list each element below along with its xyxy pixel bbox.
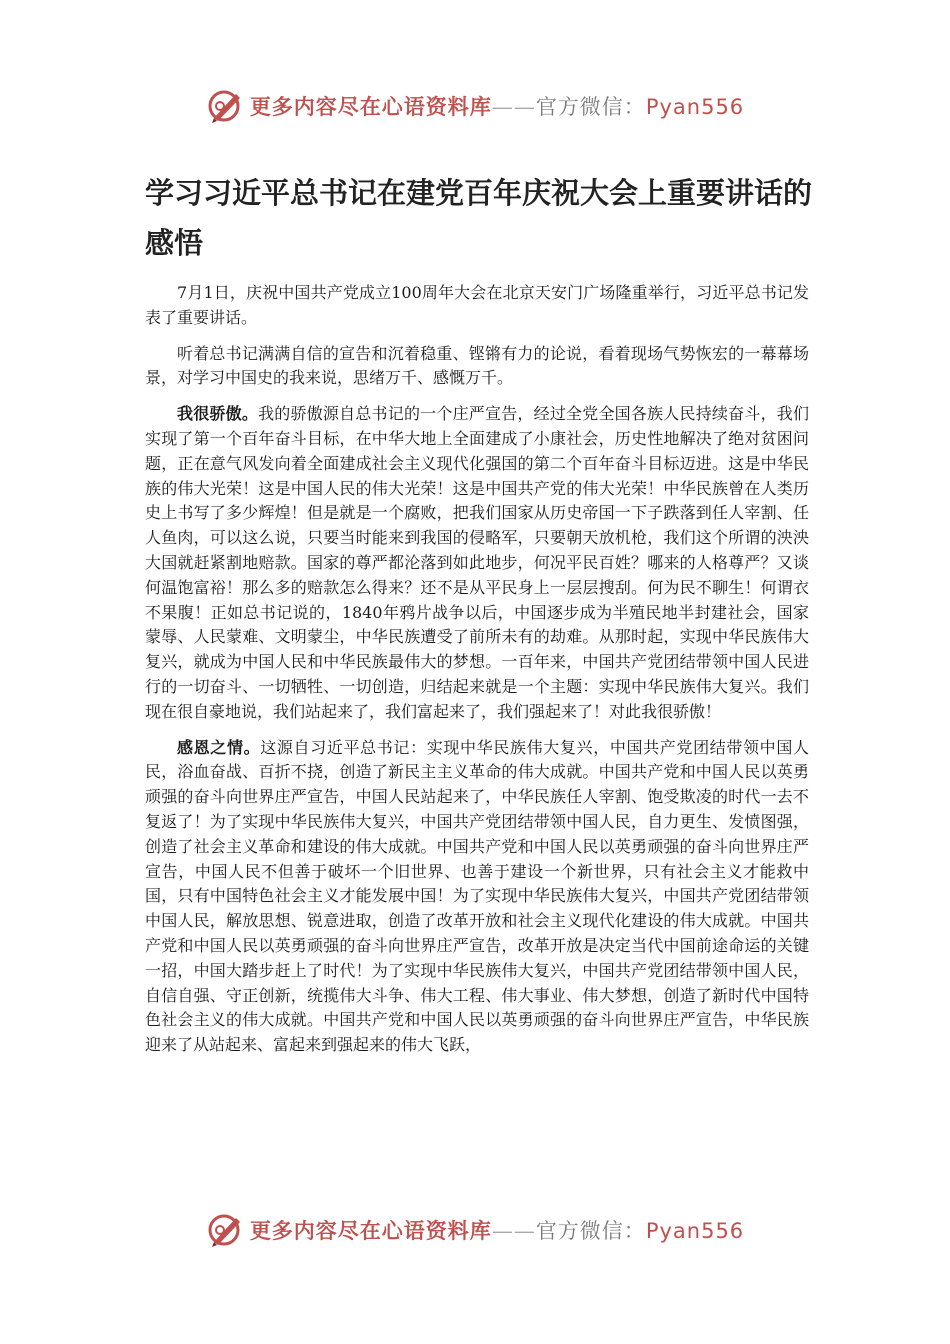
- paragraph-text: 我的骄傲源自总书记的一个庄严宣告，经过全党全国各族人民持续奋斗，我们实现了第一个百年奋斗目标，在中华大地上全面建成了小康社会，历史性地解决了绝对贫困问题，正在意气风发向着全面建成社会主义现代化强国的第二个百年奋斗目标迈进。这是中华民族的伟大光荣！这是中国人民的伟大光荣！这是中国共产党的伟大光荣！中华民族曾在人类历史上书写了多少辉煌！但是就是一个腐败，把我们国家从历史帝国一下子跌落到任人宰割、任人鱼肉，可以这么说，只要当时能来到我国的侵略军，只要朝天放机枪，我们这个所谓的泱泱大国就赶紧割地赔款。国家的尊严都沦落到如此地步，何况平民百姓？哪来的人格尊严？又谈何温饱富裕！那么多的赔款怎么得来？还不是从平民身上一层层搜刮。何为民不聊生！何谓衣不果腹！正如总书记说的，1840年鸦片战争以后，中国逐步成为半殖民地半封建社会，国家蒙辱、人民蒙难、文明蒙尘，中华民族遭受了前所未有的劫难。从那时起，实现中华民族伟大复兴，就成为中国人民和中华民族最伟大的梦想。一百年来，中国共产党团结带领中国人民进行的一切奋斗、一切牺牲、一切创造，归结起来就是一个主题：实现中华民族伟大复兴。我们现在很自豪地说，我们站起来了，我们富起来了，我们强起来了！对此我很骄傲！: [145, 404, 809, 721]
- paragraph-text: 听着总书记满满自信的宣告和沉着稳重、铿锵有力的论说，看着现场气势恢宏的一幕幕场景，对学习中国史的我来说，思绪万千、感慨万千。: [145, 343, 809, 388]
- pen-logo-icon: [206, 1210, 246, 1250]
- banner-wechat-id: Pyan556: [645, 95, 745, 119]
- banner-dash: ——: [491, 95, 536, 119]
- footer-watermark-banner: [0, 1208, 950, 1252]
- banner-text: [250, 91, 744, 121]
- header-watermark-banner: [0, 84, 950, 128]
- paragraph-text: 这源自习近平总书记：实现中华民族伟大复兴，中国共产党团结带领中国人民，浴血奋战、百折不挠，创造了新民主主义革命的伟大成就。中国共产党和中国人民以英勇顽强的奋斗向世界庄严宣告，中国人民站起来了，中华民族任人宰割、饱受欺凌的时代一去不复返了！为了实现中华民族伟大复兴，中国共产党团结带领中国人民，自力更生、发愤图强，创造了社会主义革命和建设的伟大成就。中国共产党和中国人民以英勇顽强的奋斗向世界庄严宣告，中国人民不但善于破坏一个旧世界、也善于建设一个新世界，只有社会主义才能救中国，只有中国特色社会主义才能发展中国！为了实现中华民族伟大复兴，中国共产党团结带领中国人民，解放思想、锐意进取，创造了改革开放和社会主义现代化建设的伟大成就。中国共产党和中国人民以英勇顽强的奋斗向世界庄严宣告，改革开放是决定当代中国前途命运的关键一招，中国大踏步赶上了时代！为了实现中华民族伟大复兴，中国共产党团结带领中国人民，自信自强、守正创新，统揽伟大斗争、伟大工程、伟大事业、伟大梦想，创造了新时代中国特色社会主义的伟大成就。中国共产党和中国人民以英勇顽强的奋斗向世界庄严宣告，中华民族迎来了从站起来、富起来到强起来的伟大飞跃，: [145, 737, 809, 1055]
- pen-logo-icon: [206, 86, 246, 126]
- paragraph-text: 7月1日，庆祝中国共产党成立100周年大会在北京天安门广场隆重举行，习近平总书记发表了重要讲话。: [145, 283, 809, 327]
- banner-wechat-id: Pyan556: [645, 1219, 745, 1243]
- paragraph: [145, 342, 809, 392]
- paragraph-lead: 我很骄傲。: [177, 404, 259, 424]
- banner-label: 官方微信：: [535, 95, 646, 119]
- document-body: [145, 281, 809, 1069]
- document-title: 学习习近平总书记在建党百年庆祝大会上重要讲话的感悟: [145, 176, 813, 260]
- banner-label: 官方微信：: [535, 1219, 646, 1243]
- paragraph: [145, 281, 809, 331]
- paragraph: [145, 736, 809, 1058]
- banner-text: [250, 1215, 744, 1245]
- banner-dash: ——: [491, 1219, 536, 1243]
- paragraph-lead: 感恩之情。: [177, 737, 261, 757]
- paragraph: [145, 402, 809, 724]
- banner-brand: 更多内容尽在心语资料库: [249, 94, 492, 119]
- banner-brand: 更多内容尽在心语资料库: [249, 1218, 492, 1243]
